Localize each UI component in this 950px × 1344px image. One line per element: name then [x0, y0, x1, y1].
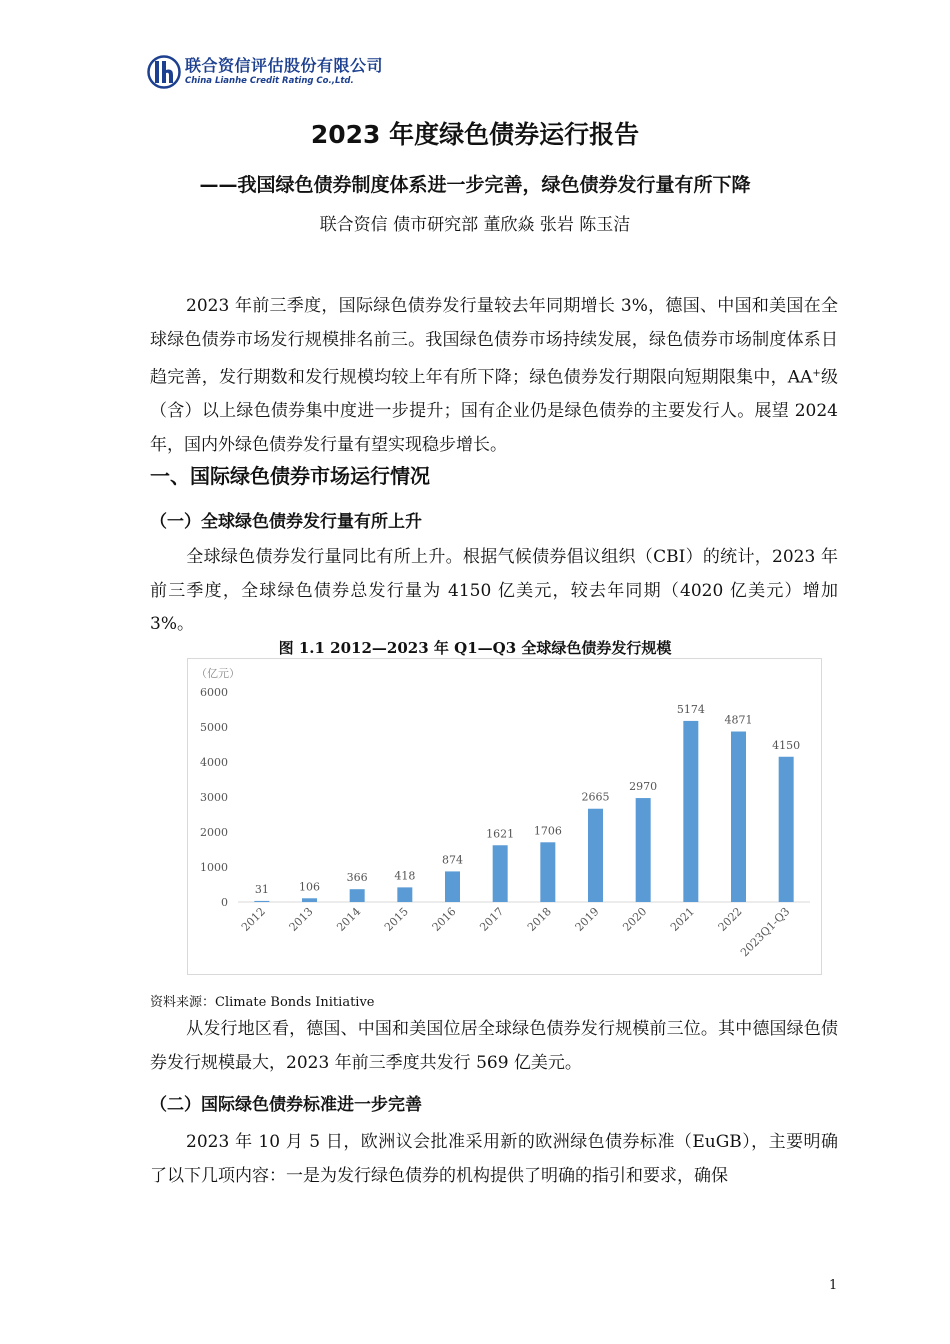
x-tick-label: 2020 — [620, 904, 650, 934]
intro-text-a: 2023 年前三季度，国际绿色债券发行量较去年同期增长 3%，德国、中国和美国在全球绿色债券市场发行规模排名前三。我国绿色债券市场持续发展，绿色债券市场制度体系日趋完善，发行期数和发行规模均较上年有所下降；绿色债券发行期限向短期限集中，AA — [150, 296, 838, 388]
x-tick-label: 2018 — [524, 904, 554, 934]
bar — [302, 898, 317, 902]
paragraph-eugb — [150, 1126, 838, 1193]
y-tick-label: 4000 — [200, 756, 228, 769]
bar — [636, 798, 651, 902]
y-tick-label: 6000 — [200, 686, 228, 699]
y-tick-label: 3000 — [200, 791, 228, 804]
bar — [397, 887, 412, 902]
bar — [683, 721, 698, 902]
bar-value-label: 4150 — [772, 738, 801, 752]
report-subtitle: ——我国绿色债券制度体系进一步完善，绿色债券发行量有所下降 — [199, 174, 751, 196]
x-tick-label: 2016 — [429, 904, 459, 934]
x-tick-label: 2023Q1-Q3 — [738, 904, 793, 960]
paragraph-global-issuance — [150, 541, 838, 642]
lianhe-logo-icon — [147, 55, 181, 89]
logo-english-name: China Lianhe Credit Rating Co.,Ltd. — [185, 76, 354, 87]
y-tick-label: 0 — [221, 896, 228, 909]
paragraph-eugb-text: 2023 年 10 月 5 日，欧洲议会批准采用新的欧洲绿色债券标准（EuGB），主要明确了以下几项内容：一是为发行绿色债券的机构提供了明确的指引和要求，确保 — [150, 1132, 838, 1186]
bar-value-label: 874 — [442, 853, 463, 867]
chart-canvas — [188, 659, 821, 974]
x-tick-label: 2013 — [286, 904, 316, 934]
bar-value-label: 366 — [346, 871, 368, 885]
report-authors: 联合资信 债市研究部 董欣焱 张岩 陈玉洁 — [319, 215, 631, 235]
paragraph-regions — [150, 1013, 838, 1080]
logo-chinese-name: 联合资信评估股份有限公司 — [185, 56, 384, 76]
y-tick-label: 5000 — [200, 721, 228, 734]
bar — [350, 889, 365, 902]
report-title: 2023 年度绿色债券运行报告 — [310, 120, 640, 149]
bar — [540, 842, 555, 902]
paragraph-global-issuance-text: 全球绿色债券发行量同比有所上升。根据气候债券倡议组织（CBI）的统计，2023 年前三季度，全球绿色债券总发行量为 4150 亿美元，较去年同期（4020 亿美元）增加 3%。 — [150, 547, 838, 634]
bar-value-label: 1621 — [486, 827, 515, 841]
intro-text-b: 级（含）以上绿色债券集中度进一步提升；国有企业仍是绿色债券的主要发行人。展望 2024 年，国内外绿色债券发行量有望实现稳步增长。 — [150, 367, 839, 455]
bar-chart — [187, 658, 822, 975]
x-tick-label: 2021 — [667, 904, 697, 934]
bar — [445, 871, 460, 902]
paragraph-regions-text: 从发行地区看，德国、中国和美国位居全球绿色债券发行规模前三位。其中德国绿色债券发行规模最大，2023 年前三季度共发行 569 亿美元。 — [150, 1019, 838, 1073]
bar — [731, 732, 746, 902]
company-logo — [147, 55, 383, 89]
x-tick-label: 2019 — [572, 904, 602, 934]
bar — [588, 809, 603, 902]
section-heading-1: 一、国际绿色债券市场运行情况 — [150, 464, 430, 488]
x-tick-label: 2017 — [477, 904, 507, 934]
bar-value-label: 4871 — [724, 713, 753, 727]
x-tick-label: 2012 — [238, 904, 268, 934]
intro-superscript: + — [812, 368, 821, 379]
bar-value-label: 106 — [299, 880, 320, 894]
y-tick-label: 2000 — [200, 826, 228, 839]
x-tick-label: 2022 — [715, 904, 745, 934]
bar-value-label: 1706 — [533, 824, 562, 838]
figure-source: 资料来源：Climate Bonds Initiative — [150, 995, 375, 1010]
subsection-heading-1: （一）全球绿色债券发行量有所上升 — [150, 512, 422, 532]
bar-value-label: 2970 — [629, 780, 658, 794]
x-tick-label: 2014 — [334, 904, 364, 934]
bar — [779, 757, 794, 902]
figure-caption: 图 1.1 2012—2023 年 Q1—Q3 全球绿色债券发行规模 — [278, 639, 672, 657]
bar — [493, 845, 508, 902]
page-number: 1 — [829, 1278, 838, 1293]
subsection-heading-2: （二）国际绿色债券标准进一步完善 — [150, 1095, 422, 1115]
bar-value-label: 2665 — [581, 790, 610, 804]
x-tick-label: 2015 — [381, 904, 411, 934]
bar-value-label: 418 — [394, 869, 416, 883]
intro-paragraph — [150, 290, 838, 462]
bar — [254, 901, 269, 902]
bar-value-label: 31 — [254, 882, 269, 896]
y-axis-label: （亿元） — [196, 667, 240, 680]
y-tick-label: 1000 — [200, 861, 228, 874]
bar-value-label: 5174 — [676, 702, 705, 716]
